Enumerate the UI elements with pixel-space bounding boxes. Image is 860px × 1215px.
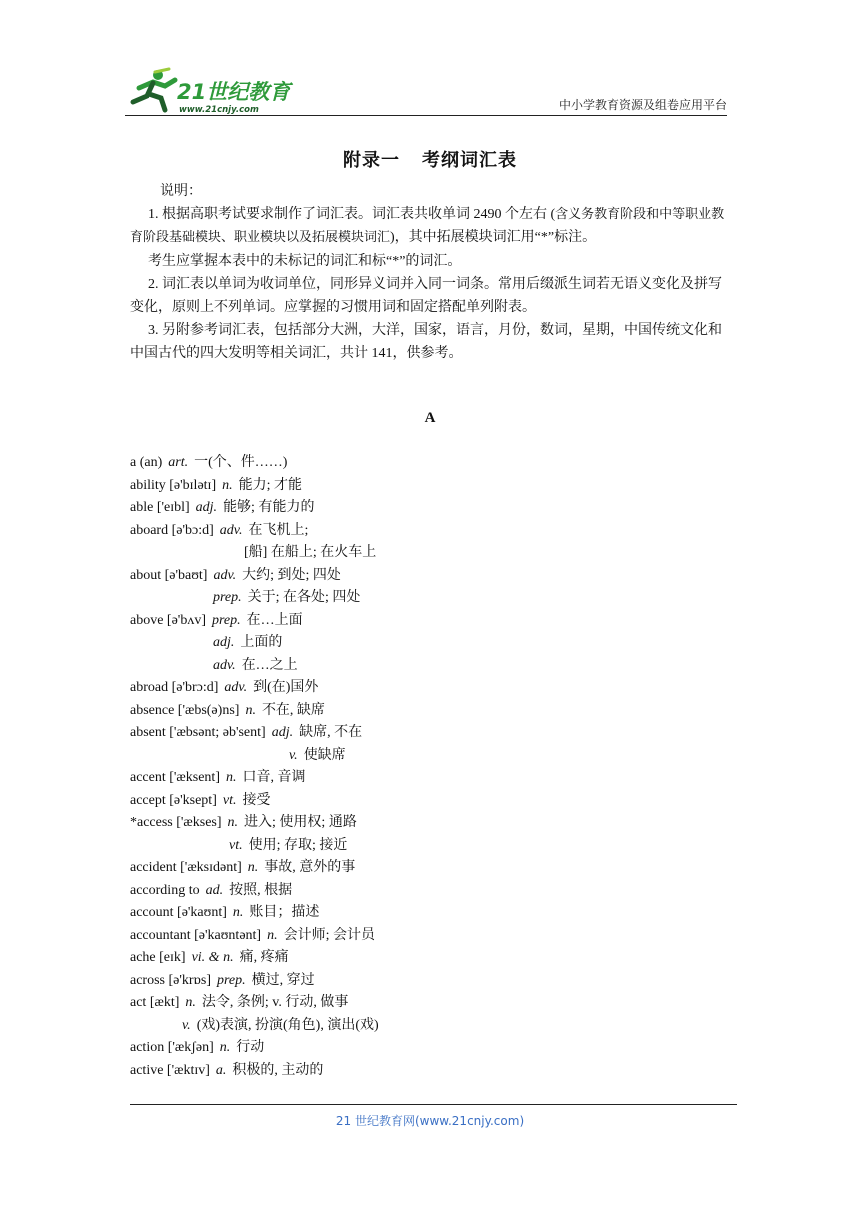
entry-word: action ['ækʃən] bbox=[130, 1040, 214, 1055]
entry-definition: 法令, 条例; v. 行动, 做事 bbox=[201, 995, 349, 1010]
entry-definition: 一(个、件……) bbox=[194, 455, 288, 470]
entry-pos: vt. bbox=[222, 792, 237, 808]
entry-pos: adj. bbox=[213, 635, 235, 650]
entry-pos: prep. bbox=[216, 972, 246, 988]
vocab-entry bbox=[130, 992, 730, 1015]
entry-word: active ['æktɪv] bbox=[130, 1062, 210, 1078]
runner-logo-icon bbox=[125, 66, 295, 116]
entry-word: absent ['æbsənt; əb'sent] bbox=[130, 725, 266, 740]
entry-pos: adv. bbox=[219, 522, 243, 538]
entry-word: *access ['ækses] bbox=[130, 815, 222, 830]
entry-definition: 事故, 意外的事 bbox=[264, 860, 356, 875]
entry-word: act [ækt] bbox=[130, 995, 180, 1010]
entry-definition: 积极的, 主动的 bbox=[232, 1062, 324, 1078]
entry-word: accept [ə'ksept] bbox=[130, 792, 217, 808]
entry-pos: n. bbox=[232, 905, 244, 920]
entry-definition: 不在, 缺席 bbox=[261, 702, 325, 718]
entry-word: absence ['æbs(ə)ns] bbox=[130, 702, 240, 718]
vocab-entry bbox=[130, 677, 730, 700]
entry-definition: 进入; 使用权; 通路 bbox=[244, 815, 357, 830]
entry-word: above [ə'bʌv] bbox=[130, 612, 206, 628]
entry-word: able ['eɪbl] bbox=[130, 500, 190, 515]
vocab-entry bbox=[130, 565, 730, 588]
entry-pos: prep. bbox=[212, 612, 241, 628]
vocab-entry bbox=[130, 542, 730, 565]
entry-pos: vt. bbox=[229, 837, 243, 853]
vocabulary-list bbox=[130, 452, 730, 1082]
vocab-entry bbox=[130, 812, 730, 835]
footer-text: 21 世纪教育网(www.21cnjy.com) bbox=[335, 1114, 525, 1128]
header-divider bbox=[125, 115, 727, 116]
intro-paragraph-3: 2. 词汇表以单词为收词单位，同形异义词并入同一词条。常用后缀派生词若无语义变化及拼写变化，原则上不列单词。应掌握的习惯用词和固定搭配单列附表。 bbox=[130, 276, 722, 316]
entry-definition: 口音, 音调 bbox=[242, 770, 306, 785]
vocab-entry bbox=[130, 925, 730, 948]
entry-definition: 关于; 在各处; 四处 bbox=[247, 590, 361, 605]
entry-word: about [ə'baʊt] bbox=[130, 567, 208, 583]
entry-pos: n. bbox=[247, 860, 259, 875]
vocab-entry bbox=[130, 767, 730, 790]
vocab-entry bbox=[130, 857, 730, 880]
entry-definition: 在…上面 bbox=[246, 612, 303, 628]
entry-definition: 到(在)国外 bbox=[253, 680, 319, 695]
vocab-entry bbox=[130, 790, 730, 813]
vocab-entry bbox=[130, 497, 730, 520]
entry-word: across [ə'krɒs] bbox=[130, 972, 211, 988]
title-appendix: 附录一 bbox=[343, 150, 400, 171]
entry-word: abroad [ə'brɔ:d] bbox=[130, 680, 219, 695]
entry-word: ache [eɪk] bbox=[130, 950, 186, 965]
entry-word: accountant [ə'kaʊntənt] bbox=[130, 927, 262, 943]
page-header bbox=[125, 66, 727, 116]
entry-pos: n. bbox=[245, 702, 256, 718]
entry-definition: 使缺席 bbox=[303, 747, 346, 763]
vocab-entry bbox=[130, 970, 730, 993]
vocab-entry bbox=[130, 700, 730, 723]
entry-pos: adj. bbox=[195, 500, 218, 515]
entry-pos: n. bbox=[185, 995, 196, 1010]
entry-definition: (戏)表演, 扮演(角色), 演出(戏) bbox=[196, 1017, 379, 1033]
entry-pos: n. bbox=[222, 477, 233, 493]
entry-definition: 行动 bbox=[236, 1040, 265, 1055]
vocab-entry bbox=[130, 835, 730, 858]
entry-definition: 能力; 才能 bbox=[238, 477, 302, 493]
entry-pos: n. bbox=[225, 770, 237, 785]
intro-p1-part-a: 1. 根据高职考试要求制作了词汇表。词汇表共收单词 2490 个左右 ( bbox=[148, 207, 556, 223]
vocab-entry bbox=[130, 632, 730, 655]
entry-definition: 按照, 根据 bbox=[229, 882, 293, 898]
svg-text:21世纪教育: 21世纪教育 bbox=[177, 80, 291, 104]
intro-paragraph-2: 考生应掌握本表中的未标记的词汇和标“*”的词汇。 bbox=[148, 253, 462, 269]
entry-word: a (an) bbox=[130, 455, 163, 470]
vocab-entry bbox=[130, 902, 730, 925]
title-vocabulary: 考纲词汇表 bbox=[422, 150, 517, 171]
intro-paragraph-1 bbox=[130, 203, 727, 249]
svg-text:www.21cnjy.com: www.21cnjy.com bbox=[179, 105, 259, 115]
intro-p1-part-c: )，其中拓展模块词汇用“*”标注。 bbox=[390, 230, 597, 246]
entry-pos: ad. bbox=[205, 882, 224, 898]
entry-pos: adv. bbox=[213, 657, 236, 673]
entry-definition: 使用; 存取; 接近 bbox=[248, 837, 348, 853]
vocab-entry bbox=[130, 1060, 730, 1083]
entry-definition: 横过, 穿过 bbox=[251, 972, 315, 988]
entry-pos: adj. bbox=[271, 725, 294, 740]
entry-word: according to bbox=[130, 882, 200, 898]
vocab-entry bbox=[130, 452, 730, 475]
header-platform-text: 中小学教育资源及组卷应用平台 bbox=[558, 98, 727, 112]
intro-notes bbox=[130, 180, 727, 366]
vocab-entry bbox=[130, 947, 730, 970]
entry-pos: n. bbox=[267, 927, 278, 943]
entry-definition: 账目；描述 bbox=[249, 905, 320, 920]
entry-word: ability [ə'bɪlətɪ] bbox=[130, 477, 217, 493]
intro-p1-part-b: 含义务教育阶段和中等职业教育阶段基础模块、职业模块以及拓展模块词汇 bbox=[130, 207, 725, 246]
vocab-entry bbox=[130, 475, 730, 498]
entry-pos: n. bbox=[219, 1040, 231, 1055]
entry-pos: prep. bbox=[213, 590, 242, 605]
entry-word: accent ['æksent] bbox=[130, 770, 220, 785]
vocab-entry bbox=[130, 745, 730, 768]
entry-word: accident ['æksɪdənt] bbox=[130, 860, 242, 875]
entry-definition: 在…之上 bbox=[241, 657, 298, 673]
section-letter: A bbox=[424, 410, 436, 426]
entry-pos: vi. & n. bbox=[191, 950, 234, 965]
entry-pos: art. bbox=[168, 455, 189, 470]
entry-pos: a. bbox=[215, 1062, 227, 1078]
entry-pos: adv. bbox=[213, 567, 237, 583]
intro-paragraph-4: 3. 另附参考词汇表，包括部分大洲，大洋，国家，语言，月份，数词，星期，中国传统文化和中国古代的四大发明等相关词汇，共计 141，供参考。 bbox=[130, 323, 722, 362]
logo bbox=[125, 66, 295, 116]
entry-word: account [ə'kaʊnt] bbox=[130, 905, 227, 920]
vocab-entry bbox=[130, 520, 730, 543]
footer-divider bbox=[130, 1104, 737, 1105]
entry-pos: v. bbox=[289, 747, 298, 763]
entry-definition: 在飞机上; bbox=[248, 522, 309, 538]
vocab-entry bbox=[130, 722, 730, 745]
page-title bbox=[0, 146, 860, 172]
entry-pos: n. bbox=[227, 815, 239, 830]
entry-pos: adv. bbox=[224, 680, 248, 695]
entry-definition: 上面的 bbox=[240, 635, 283, 650]
entry-definition: [船] 在船上; 在火车上 bbox=[244, 545, 377, 560]
entry-definition: 能够; 有能力的 bbox=[223, 500, 315, 515]
vocab-entry bbox=[130, 610, 730, 633]
entry-definition: 会计师; 会计员 bbox=[283, 927, 375, 943]
entry-pos: v. bbox=[182, 1017, 191, 1033]
entry-definition: 痛, 疼痛 bbox=[239, 950, 289, 965]
entry-word: aboard [ə'bɔ:d] bbox=[130, 522, 214, 538]
intro-label: 说明： bbox=[160, 184, 202, 199]
entry-definition: 缺席, 不在 bbox=[299, 725, 363, 740]
vocab-entry bbox=[130, 880, 730, 903]
entry-definition: 大约; 到处; 四处 bbox=[242, 567, 341, 583]
vocab-entry bbox=[130, 655, 730, 678]
vocab-entry bbox=[130, 587, 730, 610]
vocab-entry bbox=[130, 1037, 730, 1060]
vocab-entry bbox=[130, 1015, 730, 1038]
entry-definition: 接受 bbox=[242, 792, 271, 808]
